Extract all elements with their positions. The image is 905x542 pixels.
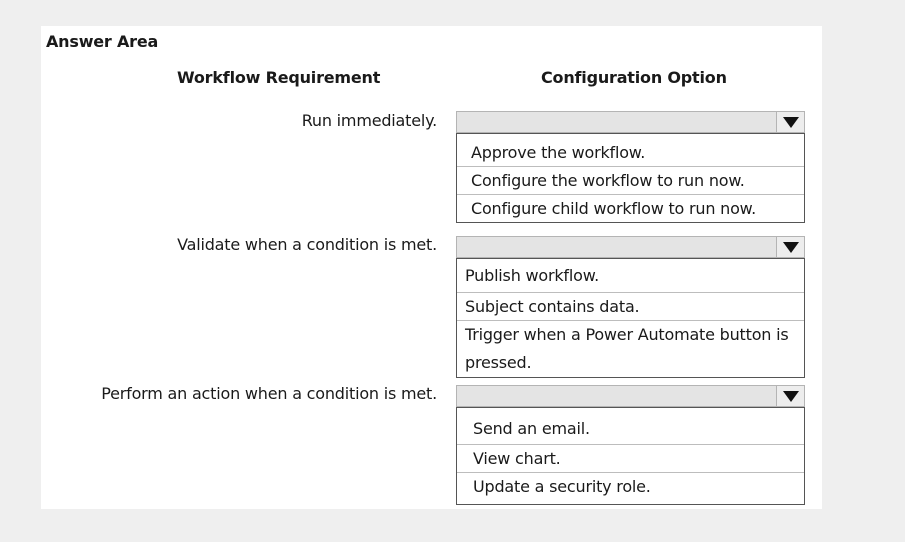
option-view-chart[interactable]: View chart. — [457, 444, 804, 472]
triangle-down-icon[interactable] — [776, 237, 804, 257]
option-configure-child-workflow-run-now[interactable]: Configure child workflow to run now. — [457, 194, 804, 222]
option-trigger-power-automate-button[interactable]: Trigger when a Power Automate button is pressed. — [457, 320, 804, 377]
dropdown-run-immediately[interactable] — [456, 111, 805, 133]
configuration-option-header: Configuration Option — [541, 68, 727, 87]
answer-area-panel — [41, 26, 822, 509]
requirement-run-immediately: Run immediately. — [301, 111, 437, 130]
dropdown-validate-condition[interactable] — [456, 236, 805, 258]
requirement-validate-condition: Validate when a condition is met. — [177, 235, 437, 254]
options-run-immediately — [456, 133, 805, 223]
workflow-requirement-header: Workflow Requirement — [177, 68, 381, 87]
option-update-security-role[interactable]: Update a security role. — [457, 472, 804, 504]
option-send-email[interactable]: Send an email. — [473, 419, 590, 438]
option-publish-workflow[interactable]: Publish workflow. — [465, 266, 600, 285]
triangle-down-icon[interactable] — [776, 386, 804, 406]
options-perform-action-condition — [456, 407, 805, 505]
requirement-perform-action-condition: Perform an action when a condition is met. — [101, 384, 437, 403]
answer-area-title: Answer Area — [46, 32, 159, 51]
triangle-down-icon[interactable] — [776, 112, 804, 132]
dropdown-perform-action-condition[interactable] — [456, 385, 805, 407]
option-approve-workflow[interactable]: Approve the workflow. — [471, 143, 646, 162]
option-subject-contains-data[interactable]: Subject contains data. — [457, 292, 804, 320]
option-configure-workflow-run-now[interactable]: Configure the workflow to run now. — [457, 166, 804, 194]
options-validate-condition — [456, 258, 805, 378]
